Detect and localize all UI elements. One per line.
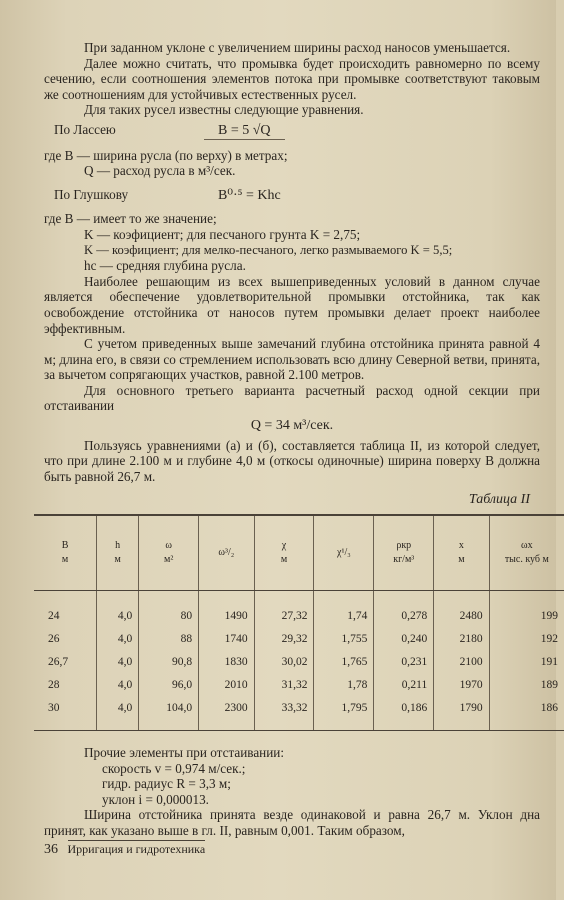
header-symbol: ω³/₂ [218,547,235,559]
element-velocity: скорость v = 0,974 м/сек.; [102,760,246,776]
page-footer [44,842,205,858]
table-cell: 0,211 [374,674,434,697]
header-unit: м [458,554,465,566]
table-cell: 80 [139,591,199,629]
glushkov-where-3: K — коэфициент; для мелко-песчаного, легко размываемого K = 5,5; [84,242,453,257]
table-cell: 1790 [434,697,489,731]
paragraph-5: С учетом приведенных выше замечаний глубина отстойника принята равной 4 м; длина его, в связи со стремлением использовать всю длину Северной ветви, принята, за вычетом сопрягающих участков, равной 2.100 метров. [44,336,540,383]
table-header-cell [489,515,564,591]
table-body [34,591,564,731]
glushkov-where-1: где B — имеет то же значение; [44,211,217,227]
table-cell: 2010 [199,674,254,697]
table-cell: 27,32 [254,591,314,629]
glushkov-author: По Глушкову [54,186,129,202]
header-unit: тыс. куб м [504,554,549,566]
table-header-cell [34,515,97,591]
table-header-cell [199,515,254,591]
table-cell: 90,8 [139,651,199,674]
table-cell: 1740 [199,628,254,651]
header-symbol: h [115,540,121,552]
lassey-formula [54,122,540,140]
glushkov-where-2: K — коэфициент; для песчаного грунта K = 2,75; [84,226,361,242]
table-row [34,591,564,629]
paragraph-4: Наиболее решающим из всех вышеприведенных условий в данном случае является обеспечение удовлетворительной промывки отстойника, так как освобождение отстойника от наносов путем промывки делает проект наиболее эффективным. [44,273,540,336]
table-row [34,674,564,697]
element-slope: уклон i = 0,000013. [102,791,209,807]
table-cell: 30,02 [254,651,314,674]
table-cell: 199 [489,591,564,629]
table-cell: 2480 [434,591,489,629]
header-unit: м [280,554,288,566]
paragraph-3: Для таких русел известны следующие уравнения. [84,102,364,118]
header-symbol: x [458,540,464,552]
table-cell: 29,32 [254,628,314,651]
document-body [44,40,558,839]
table-cell: 1,795 [314,697,374,731]
table-cell: 189 [489,674,564,697]
table-row [34,628,564,651]
header-symbol: χ¹/₃ [337,547,351,559]
glushkov-formula [54,187,540,204]
discharge-formula: Q = 34 м³/сек. [250,418,334,434]
data-table [34,514,564,731]
header-symbol: χ [281,540,287,552]
table-cell: 4,0 [97,651,139,674]
paragraph-8: Прочие элементы при отстаивании: [84,745,285,761]
table-cell: 30 [34,697,97,731]
table-header-row [34,515,564,591]
header-symbol: B [61,540,69,552]
table-header-cell [434,515,489,591]
table-row [34,697,564,731]
journal-title: Ирригация и гидротехника [67,842,206,856]
lassey-where-1: где B — ширина русла (по верху) в метрах; [44,147,288,163]
paragraph-7: Пользуясь уравнениями (а) и (б), составляется таблица II, из которой следует, что при длине 2.100 м и глубине 4,0 м (откосы одиночные) ширина поверху B должна быть равной 26,7 м. [44,437,540,484]
glushkov-equation: B⁰·⁵ = Khc [218,187,281,203]
table-cell: 4,0 [97,628,139,651]
table-cell: 2180 [434,628,489,651]
header-unit: м [61,554,69,566]
glushkov-where-4: hc — средняя глубина русла. [84,258,246,274]
page-number: 36 [44,842,58,857]
table-cell: 1,74 [314,591,374,629]
table-cell: 1,755 [314,628,374,651]
table-cell: 104,0 [139,697,199,731]
table-cell: 26 [48,632,60,645]
table-cell: 4,0 [97,697,139,731]
paragraph-2: Далее можно считать, что промывка будет происходить равномерно по всему сечению, если соотношения элементов потока при промывке соответствуют таковым же соотношениям для устойчивых естественных русел. [44,55,540,102]
header-symbol: ωx [521,540,533,552]
table-cell: 4,0 [97,591,139,629]
table-row [34,651,564,674]
paragraph-6: Для основного третьего варианта расчетный расход одной секции при отстаивании [44,382,540,414]
table-header-cell [314,515,374,591]
table-cell: 33,32 [254,697,314,731]
table-header-cell [139,515,199,591]
table-cell: 1490 [199,591,254,629]
paragraph-9: Ширина отстойника принята везде одинаковой и равна 26,7 м. Уклон дна принят, как указано выше в гл. II, равным 0,001. Таким образом, [44,807,540,838]
table-cell: 26,7 [48,655,69,668]
table-cell: 186 [489,697,564,731]
table-cell: 191 [489,651,564,674]
table-cell: 1,78 [314,674,374,697]
paragraph-1: При заданном уклоне с увеличением ширины расход наносов уменьшается. [84,40,511,55]
table-cell: 24 [48,609,60,622]
table-cell: 2100 [434,651,489,674]
lassey-equation: B = 5 √Q [204,123,285,140]
header-symbol: ρкр [396,540,412,552]
header-unit: кг/м³ [393,554,415,566]
header-unit: м² [164,554,174,566]
table-cell: 0,186 [374,697,434,731]
table-header-cell [254,515,314,591]
table-cell: 0,231 [374,651,434,674]
table-cell: 0,278 [374,591,434,629]
table-cell: 4,0 [97,674,139,697]
table-cell: 1830 [199,651,254,674]
lassey-where-2: Q — расход русла в м³/сек. [84,163,236,179]
other-elements [62,761,540,808]
table-header-cell [97,515,139,591]
table-cell: 96,0 [139,674,199,697]
header-unit: м [114,554,121,566]
table-cell: 28 [48,678,60,691]
table-caption: Таблица II [468,492,530,508]
table-cell: 88 [139,628,199,651]
table-cell: 1970 [434,674,489,697]
table-header-cell [374,515,434,591]
lassey-author: По Лассею [54,121,116,137]
table-cell: 192 [489,628,564,651]
table-cell: 0,240 [374,628,434,651]
element-radius: гидр. радиус R = 3,3 м; [102,776,231,792]
table-cell: 31,32 [254,674,314,697]
table-cell: 2300 [199,697,254,731]
table-cell: 1,765 [314,651,374,674]
header-symbol: ω [165,540,172,552]
